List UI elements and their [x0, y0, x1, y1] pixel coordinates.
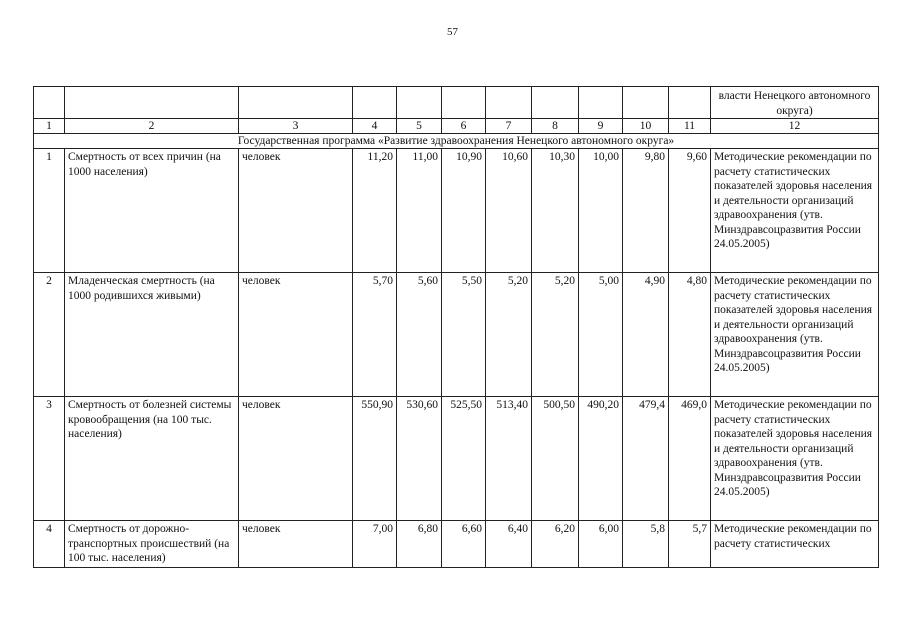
value-cell: 479,4: [623, 397, 669, 521]
column-number: 9: [579, 119, 623, 134]
column-number: 1: [34, 119, 65, 134]
value-cell: 4,90: [623, 273, 669, 397]
source-cell: Методические рекомендации по расчету статистических показателей здоровья населения и деятельности организаций здравоохранения (утв. Минздравсоцразвития России 24.05.2005): [711, 149, 879, 273]
value-cell: 10,60: [486, 149, 532, 273]
value-cell: 5,50: [442, 273, 486, 397]
value-cell: 10,30: [532, 149, 579, 273]
column-number: 5: [397, 119, 442, 134]
column-number: 10: [623, 119, 669, 134]
value-cell: 6,60: [442, 521, 486, 568]
row-number: 2: [34, 273, 65, 397]
column-number: 2: [65, 119, 239, 134]
indicator-name: Младенческая смертность (на 1000 родившихся живыми): [65, 273, 239, 397]
table-row: [34, 397, 879, 521]
table-row: [34, 521, 879, 568]
column-number: 3: [239, 119, 353, 134]
value-cell: 11,20: [353, 149, 397, 273]
column-number: 8: [532, 119, 579, 134]
value-cell: 5,60: [397, 273, 442, 397]
column-number: 4: [353, 119, 397, 134]
value-cell: 5,00: [579, 273, 623, 397]
value-cell: 11,00: [397, 149, 442, 273]
value-cell: 5,20: [532, 273, 579, 397]
source-cell: Методические рекомендации по расчету статистических показателей здоровья населения и деятельности организаций здравоохранения (утв. Минздравсоцразвития России 24.05.2005): [711, 397, 879, 521]
value-cell: 525,50: [442, 397, 486, 521]
source-cell: Методические рекомендации по расчету статистических показателей здоровья населения и деятельности организаций здравоохранения (утв. Минздравсоцразвития России 24.05.2005): [711, 273, 879, 397]
value-cell: 10,90: [442, 149, 486, 273]
source-cell: Методические рекомендации по расчету статистических: [711, 521, 879, 568]
column-number: 11: [669, 119, 711, 134]
value-cell: 4,80: [669, 273, 711, 397]
value-cell: 550,90: [353, 397, 397, 521]
value-cell: 9,80: [623, 149, 669, 273]
row-number: 4: [34, 521, 65, 568]
indicators-table: [33, 86, 879, 568]
value-cell: 500,50: [532, 397, 579, 521]
indicator-name: Смертность от дорожно-транспортных происшествий (на 100 тыс. населения): [65, 521, 239, 568]
value-cell: 5,8: [623, 521, 669, 568]
column-number: 12: [711, 119, 879, 134]
value-cell: 513,40: [486, 397, 532, 521]
value-cell: 5,20: [486, 273, 532, 397]
unit: человек: [239, 521, 353, 568]
value-cell: 6,20: [532, 521, 579, 568]
table-row: [34, 273, 879, 397]
table-row: [34, 149, 879, 273]
page-number: 57: [447, 26, 458, 38]
value-cell: 469,0: [669, 397, 711, 521]
program-title: Государственная программа «Развитие здравоохранения Ненецкого автономного округа»: [34, 134, 879, 149]
column-number: 6: [442, 119, 486, 134]
unit: человек: [239, 273, 353, 397]
unit: человек: [239, 397, 353, 521]
value-cell: 7,00: [353, 521, 397, 568]
value-cell: 10,00: [579, 149, 623, 273]
indicator-name: Смертность от болезней системы кровообращения (на 100 тыс. населения): [65, 397, 239, 521]
unit: человек: [239, 149, 353, 273]
value-cell: 530,60: [397, 397, 442, 521]
column-number-row: [34, 119, 879, 134]
source-continuation-text: власти Ненецкого автономного округа): [711, 87, 879, 119]
row-number: 1: [34, 149, 65, 273]
value-cell: 6,40: [486, 521, 532, 568]
program-title-row: [34, 134, 879, 149]
indicator-name: Смертность от всех причин (на 1000 населения): [65, 149, 239, 273]
value-cell: 6,80: [397, 521, 442, 568]
value-cell: 9,60: [669, 149, 711, 273]
row-number: 3: [34, 397, 65, 521]
value-cell: 5,7: [669, 521, 711, 568]
value-cell: 5,70: [353, 273, 397, 397]
value-cell: 490,20: [579, 397, 623, 521]
table-continuation-row: [34, 87, 879, 119]
value-cell: 6,00: [579, 521, 623, 568]
column-number: 7: [486, 119, 532, 134]
